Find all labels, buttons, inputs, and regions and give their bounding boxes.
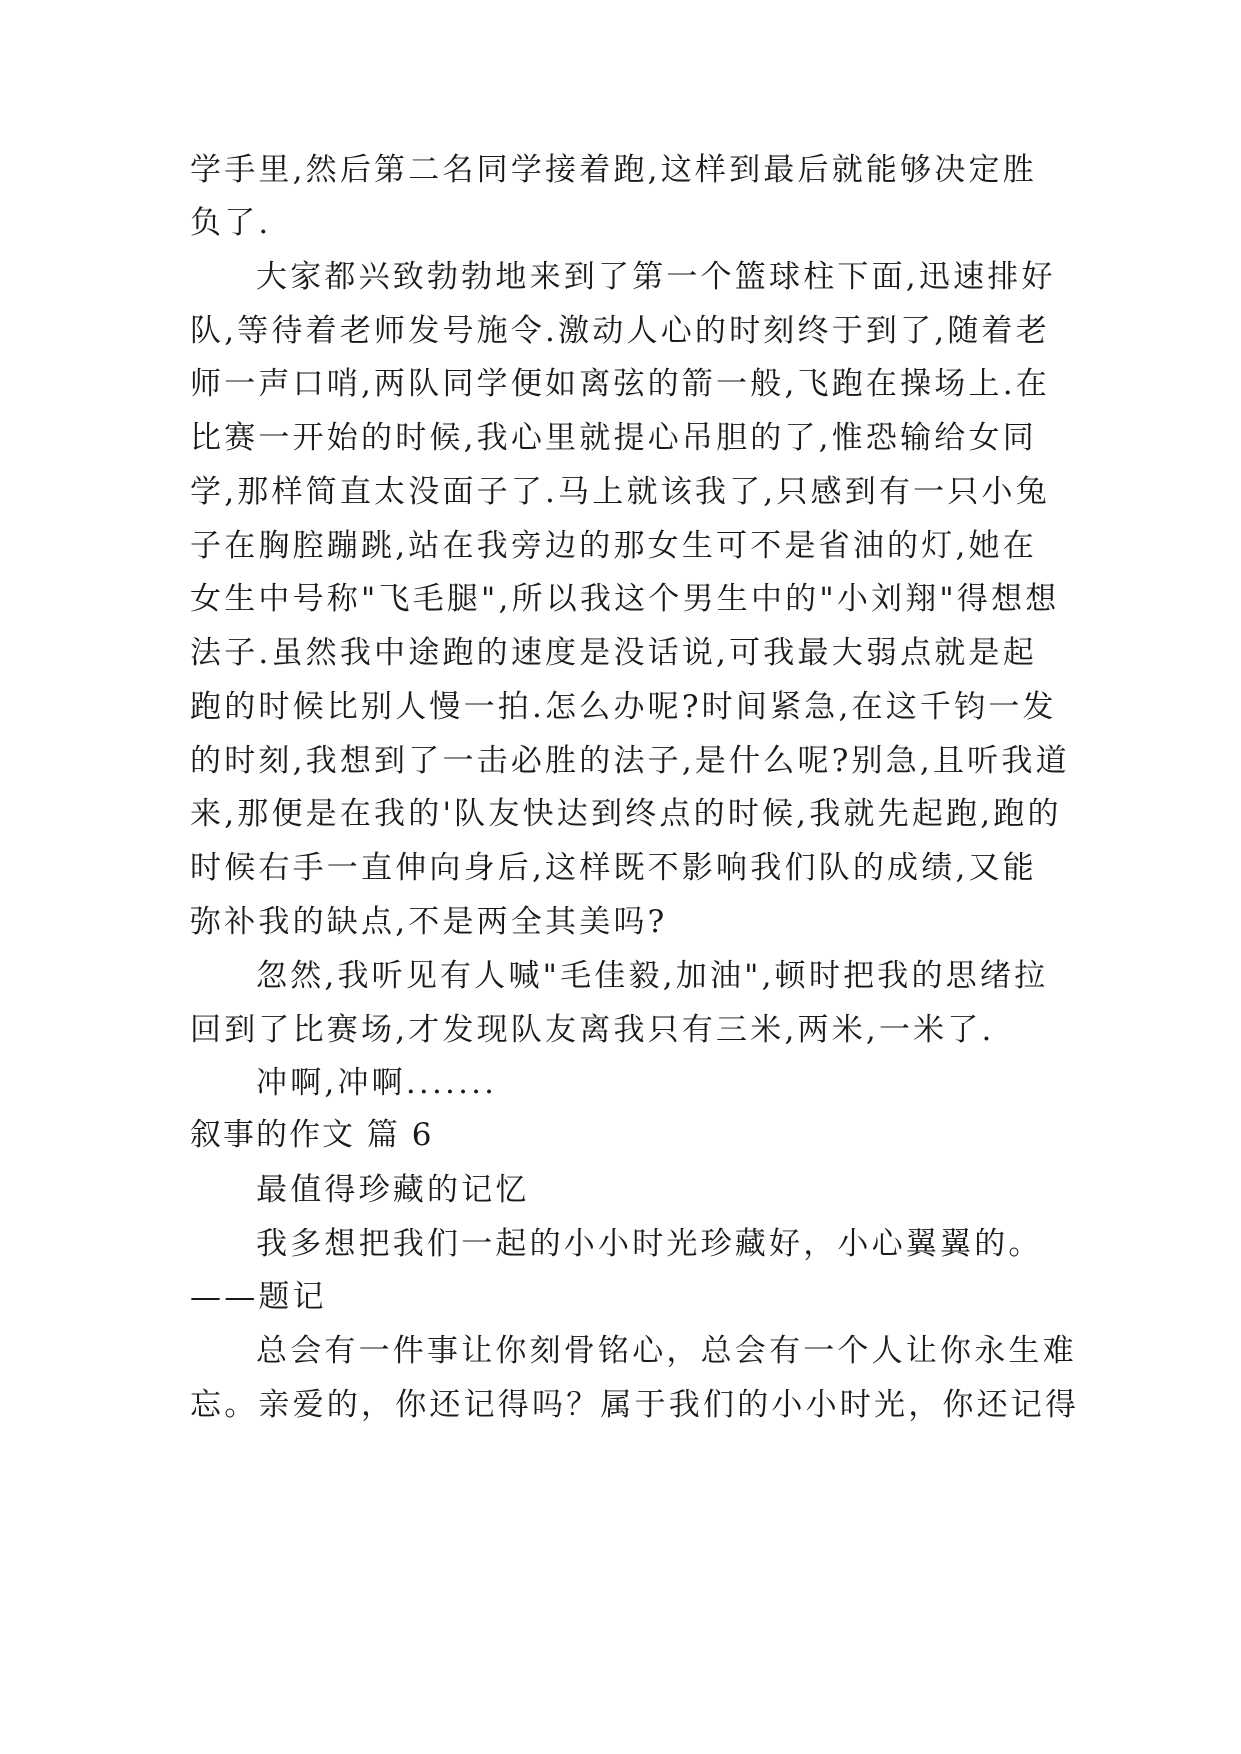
text-line: 师一声口哨,两队同学便如离弦的箭一般,飞跑在操场上.在 — [190, 366, 1050, 402]
text-line: 忘。亲爱的，你还记得吗？属于我们的小小时光，你还记得 — [190, 1387, 1080, 1423]
text-line: 来,那便是在我的'队友快达到终点的时候,我就先起跑,跑的 — [190, 796, 1062, 832]
text-line: 弥补我的缺点,不是两全其美吗? — [190, 904, 668, 940]
text-line: 回到了比赛场,才发现队友离我只有三米,两米,一米了. — [190, 1012, 995, 1048]
text-line: 时候右手一直伸向身后,这样既不影响我们队的成绩,又能 — [190, 850, 1037, 886]
epigraph-attribution: ——题记 — [190, 1279, 327, 1315]
paragraph-start: 冲啊,冲啊....... — [256, 1065, 498, 1101]
text-line: 女生中号称"飞毛腿",所以我这个男生中的"小刘翔"得想想 — [190, 581, 1060, 617]
paragraph-start: 大家都兴致勃勃地来到了第一个篮球柱下面,迅速排好 — [256, 259, 1056, 295]
text-line: 学,那样简直太没面子了.马上就该我了,只感到有一只小兔 — [190, 474, 1050, 510]
paragraph-start: 忽然,我听见有人喊"毛佳毅,加油",顿时把我的思绪拉 — [256, 958, 1049, 994]
paragraph-start: 总会有一件事让你刻骨铭心，总会有一个人让你永生难 — [256, 1333, 1077, 1369]
text-line: 学手里,然后第二名同学接着跑,这样到最后就能够决定胜 — [190, 152, 1037, 188]
text-line: 比赛一开始的时候,我心里就提心吊胆的了,惟恐输给女同 — [190, 420, 1037, 456]
epigraph: 我多想把我们一起的小小时光珍藏好，小心翼翼的。 — [256, 1226, 1043, 1262]
text-line: 跑的时候比别人慢一拍.怎么办呢?时间紧急,在这千钧一发 — [190, 689, 1057, 725]
text-line: 法子.虽然我中途跑的速度是没话说,可我最大弱点就是起 — [190, 635, 1037, 671]
text-line: 子在胸腔蹦跳,站在我旁边的那女生可不是省油的灯,她在 — [190, 528, 1037, 564]
text-line: 负了. — [190, 205, 272, 241]
section-heading: 叙事的作文 篇 6 — [190, 1117, 434, 1153]
text-line: 的时刻,我想到了一击必胜的法子,是什么呢?别急,且听我道 — [190, 743, 1070, 779]
essay-title: 最值得珍藏的记忆 — [256, 1172, 530, 1208]
text-line: 队,等待着老师发号施令.激动人心的时刻终于到了,随着老 — [190, 313, 1050, 349]
